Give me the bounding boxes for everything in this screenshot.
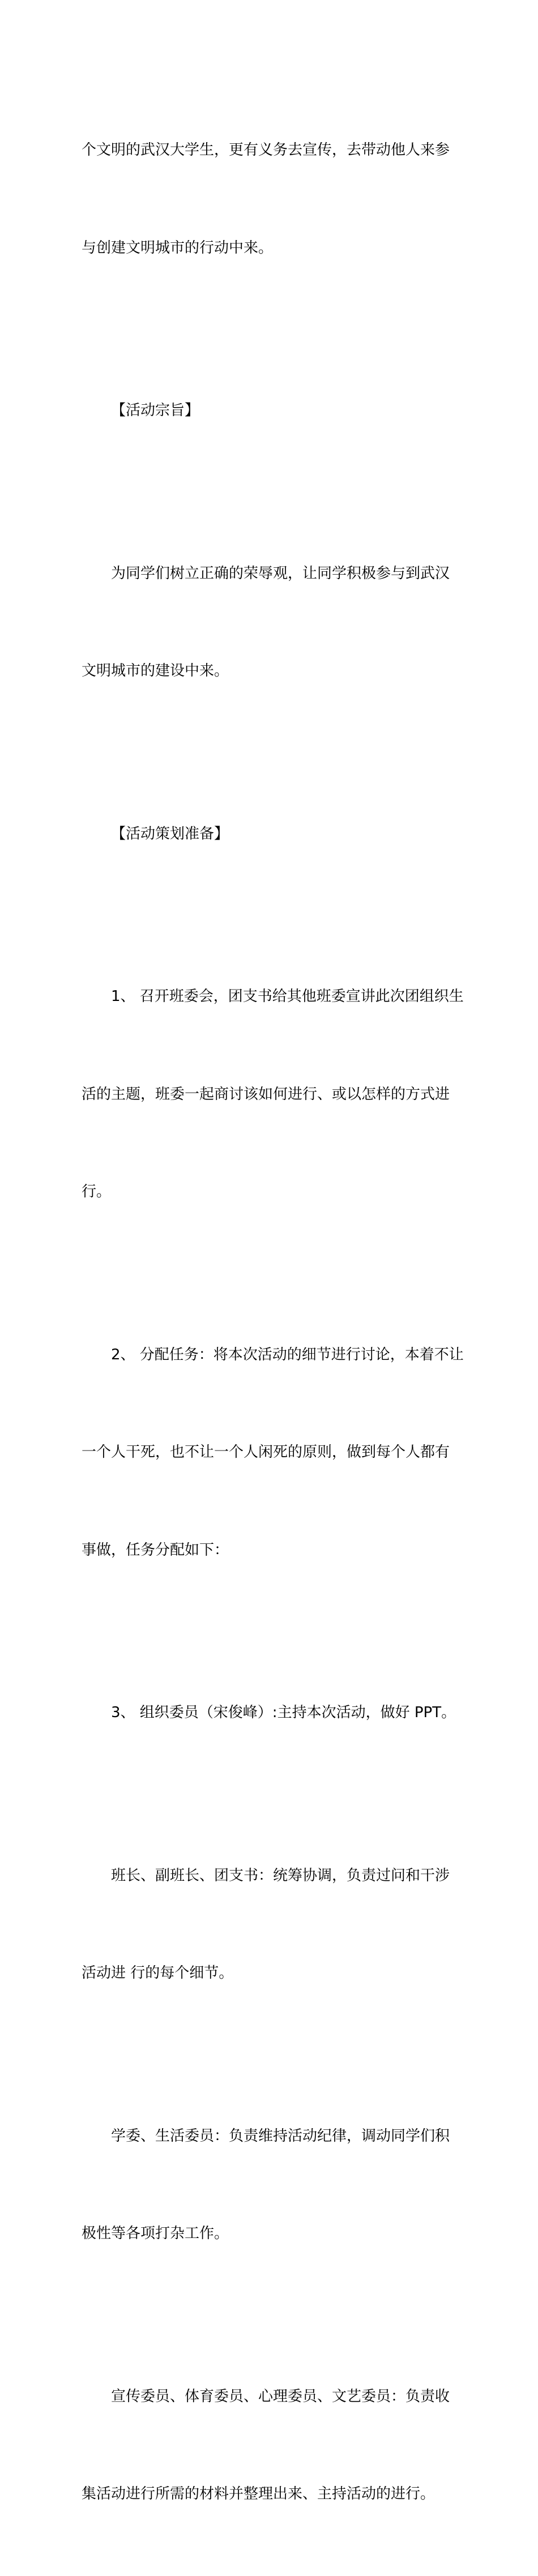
paragraph-item-2 [82, 1274, 464, 1632]
text-line: 1、 召开班委会，团支书给其他班委宣讲此次团组织生 [111, 988, 464, 1005]
heading-text: 【活动宗旨】 [111, 402, 200, 419]
paragraph-publicity [82, 2316, 458, 2576]
text-line: 活的主题，班委一起商讨该如何进行、或以怎样的方式进 [82, 1085, 450, 1103]
text-line: 行。 [82, 1183, 112, 1200]
text-line: 3、 组织委员（宋俊峰）:主持本次活动，做好 PPT。 [111, 1704, 456, 1721]
text-line: 活动进 行的每个细节。 [82, 1965, 234, 1982]
text-line: 文明城市的建设中来。 [82, 662, 229, 679]
text-line: 与创建文明城市的行动中来。 [82, 239, 274, 256]
text-line: 2、 分配任务：将本次活动的细节进行讨论，本着不让 [111, 1346, 464, 1363]
section-heading-purpose [82, 330, 458, 493]
text-line: 学委、生活委员：负责维持活动纪律，调动同学们积 [111, 2127, 450, 2145]
paragraph-item-3 [82, 1632, 458, 1795]
heading-text: 【活动策划准备】 [111, 825, 229, 842]
paragraph-item-1 [82, 915, 464, 1274]
paragraph-purpose [82, 493, 458, 753]
paragraph-monitors [82, 1795, 458, 2055]
section-heading-preparation [82, 753, 458, 916]
text-line: 极性等各项打杂工作。 [82, 2225, 229, 2242]
document-body [82, 69, 464, 2576]
paragraph-intro-continued [82, 69, 458, 330]
paragraph-study-life [82, 2055, 458, 2316]
text-line: 个文明的武汉大学生，更有义务去宣传，去带动他人来参 [82, 142, 450, 159]
text-line: 宣传委员、体育委员、心理委员、文艺委员：负责收 [111, 2387, 450, 2405]
text-line: 为同学们树立正确的荣辱观，让同学积极参与到武汉 [111, 564, 450, 582]
text-line: 班长、副班长、团支书：统筹协调，负责过问和干涉 [111, 1867, 450, 1884]
text-line: 事做，任务分配如下： [82, 1541, 229, 1559]
text-line: 集活动进行所需的材料并整理出来、主持活动的进行。 [82, 2485, 435, 2502]
text-line: 一个人干死，也不让一个人闲死的原则，做到每个人都有 [82, 1444, 450, 1461]
